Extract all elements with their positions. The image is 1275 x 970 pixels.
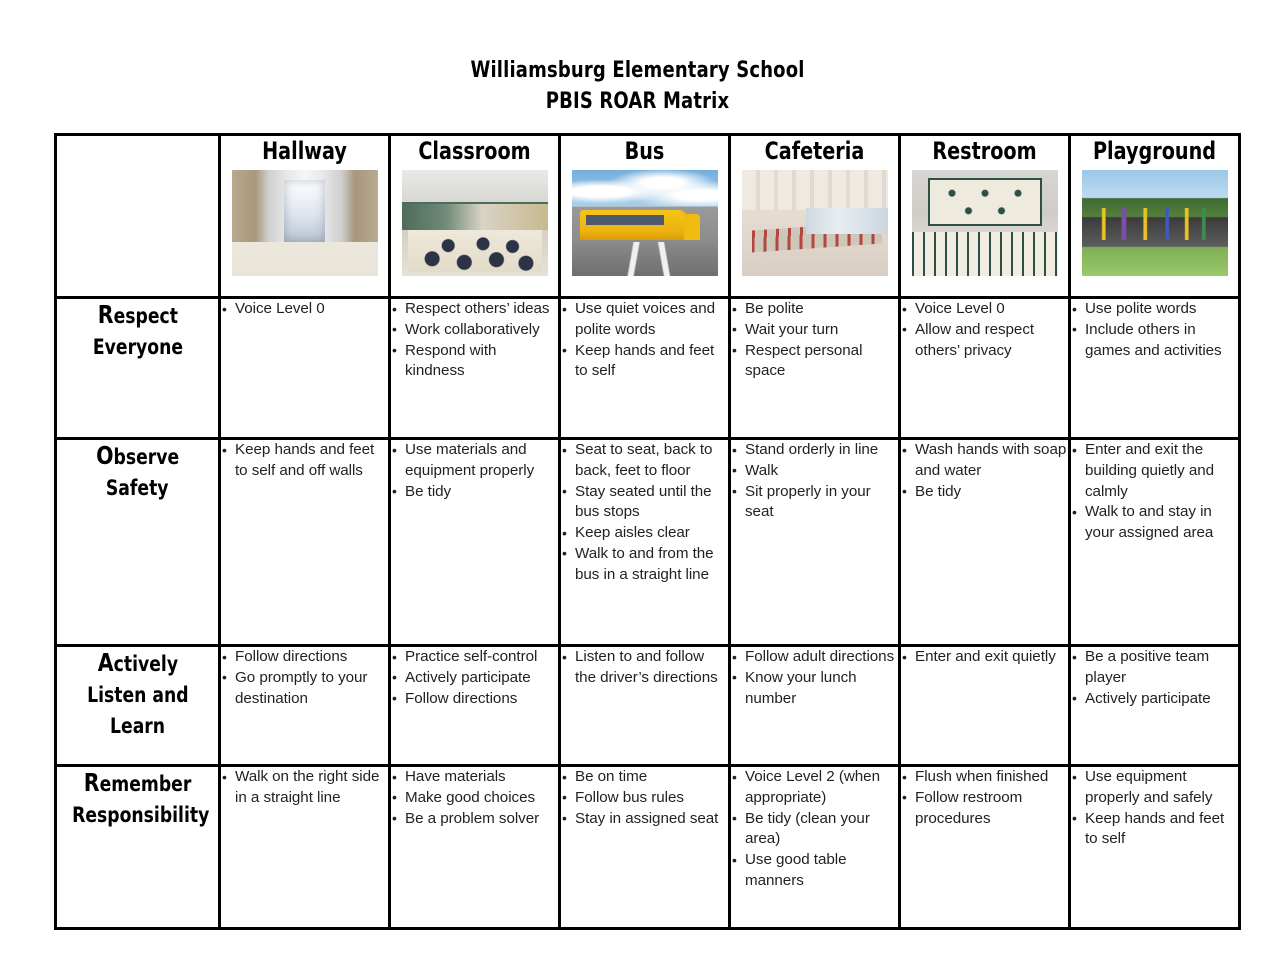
list-item: • Respect personal space xyxy=(731,341,898,383)
row-label-rest: emember xyxy=(99,772,192,796)
page-title: PBIS ROAR Matrix xyxy=(545,88,730,114)
matrix-cell xyxy=(560,298,730,439)
expectation-list xyxy=(561,440,728,586)
matrix-cell xyxy=(220,439,390,646)
row-label-initial: R xyxy=(97,300,114,329)
matrix-row-label-r0 xyxy=(56,298,220,439)
list-item: • Use quiet voices and polite words xyxy=(561,299,728,341)
expectation-list xyxy=(901,767,1068,829)
list-item: • Walk xyxy=(731,461,898,482)
matrix-corner-cell xyxy=(56,135,220,298)
list-item: • Be on time xyxy=(561,767,728,788)
list-item: • Be tidy xyxy=(901,482,1068,503)
cafeteria-tables xyxy=(752,221,882,252)
row-label-line-2: Safety xyxy=(106,476,169,500)
row-label-initial: A xyxy=(97,648,114,677)
list-item: • Follow restroom procedures xyxy=(901,788,1068,830)
list-item: • Respond with kindness xyxy=(391,341,558,383)
cafeteria-photo xyxy=(742,170,888,276)
list-item: • Voice Level 2 (when appropriate) xyxy=(731,767,898,809)
list-item: • Walk to and from the bus in a straight line xyxy=(561,544,728,586)
expectation-list xyxy=(561,647,728,689)
list-item: • Be tidy xyxy=(391,482,558,503)
list-item: • Make good choices xyxy=(391,788,558,809)
school-hallway-photo xyxy=(232,170,378,276)
matrix-column-header-classroom xyxy=(390,135,560,298)
matrix-cell xyxy=(390,298,560,439)
list-item: • Practice self-control xyxy=(391,647,558,668)
expectation-list xyxy=(561,767,728,829)
list-item: • Have materials xyxy=(391,767,558,788)
matrix-column-header-restroom xyxy=(900,135,1070,298)
list-item: • Be polite xyxy=(731,299,898,320)
list-item: • Flush when finished xyxy=(901,767,1068,788)
expectation-list xyxy=(731,440,898,523)
column-header-label: Bus xyxy=(624,137,665,165)
expectation-list xyxy=(221,440,388,482)
expectation-list xyxy=(221,299,388,320)
list-item: • Go promptly to your destination xyxy=(221,668,388,710)
list-item: • Wash hands with soap and water xyxy=(901,440,1068,482)
matrix-cell xyxy=(390,439,560,646)
list-item: • Use equipment properly and safely xyxy=(1071,767,1238,809)
expectation-list xyxy=(221,767,388,809)
matrix-row-label-a2 xyxy=(56,646,220,766)
classroom-photo xyxy=(402,170,548,276)
row-label-rest: espect xyxy=(113,304,178,328)
matrix-column-header-bus xyxy=(560,135,730,298)
matrix-cell xyxy=(390,646,560,766)
matrix-column-header-playground xyxy=(1070,135,1240,298)
playground-equipment xyxy=(1094,208,1216,240)
bus-body xyxy=(580,210,684,240)
expectation-list xyxy=(391,767,558,829)
matrix-cell xyxy=(1070,766,1240,929)
list-item: • Voice Level 0 xyxy=(221,299,388,320)
matrix-column-header-hallway xyxy=(220,135,390,298)
list-item: • Stay seated until the bus stops xyxy=(561,482,728,524)
list-item: • Keep hands and feet to self and off walls xyxy=(221,440,388,482)
list-item: • Be a problem solver xyxy=(391,809,558,830)
list-item: • Work collaboratively xyxy=(391,320,558,341)
list-item: • Stand orderly in line xyxy=(731,440,898,461)
matrix-row-label-o1 xyxy=(56,439,220,646)
matrix-cell xyxy=(390,766,560,929)
expectation-list xyxy=(1071,647,1238,709)
list-item: • Enter and exit the building quietly and calmly xyxy=(1071,440,1238,502)
list-item: • Keep hands and feet to self xyxy=(1071,809,1238,851)
row-label-line-2: Everyone xyxy=(92,335,183,359)
list-item: • Use polite words xyxy=(1071,299,1238,320)
list-item: • Walk on the right side in a straight line xyxy=(221,767,388,809)
list-item: • Allow and respect others’ privacy xyxy=(901,320,1068,362)
expectation-list xyxy=(731,647,898,709)
matrix-cell xyxy=(220,766,390,929)
matrix-cell xyxy=(900,439,1070,646)
list-item: • Actively participate xyxy=(391,668,558,689)
document-title-block xyxy=(0,0,1275,117)
expectation-list xyxy=(901,299,1068,361)
list-item: • Respect others’ ideas xyxy=(391,299,558,320)
row-label-line-2: Responsibility xyxy=(72,803,210,827)
matrix-cell xyxy=(220,298,390,439)
restroom-photo xyxy=(912,170,1058,276)
list-item: • Seat to seat, back to back, feet to floor xyxy=(561,440,728,482)
school-name: Williamsburg Elementary School xyxy=(470,57,805,83)
list-item: • Sit properly in your seat xyxy=(731,482,898,524)
school-bus-photo xyxy=(572,170,718,276)
list-item: • Wait your turn xyxy=(731,320,898,341)
expectation-list xyxy=(1071,299,1238,361)
matrix-cell xyxy=(900,298,1070,439)
matrix-cell xyxy=(560,439,730,646)
list-item: • Follow directions xyxy=(221,647,388,668)
matrix-container xyxy=(54,133,1234,930)
matrix-cell xyxy=(220,646,390,766)
list-item: • Include others in games and activities xyxy=(1071,320,1238,362)
bus-road xyxy=(572,242,718,276)
row-label-initial: R xyxy=(83,768,100,797)
matrix-cell xyxy=(900,646,1070,766)
expectation-list xyxy=(1071,767,1238,850)
matrix-column-header-cafeteria xyxy=(730,135,900,298)
matrix-cell xyxy=(730,646,900,766)
row-label-line-1 xyxy=(96,440,179,473)
expectation-list xyxy=(901,440,1068,502)
list-item: • Be a positive team player xyxy=(1071,647,1238,689)
list-item: • Listen to and follow the driver’s directions xyxy=(561,647,728,689)
list-item: • Use good table manners xyxy=(731,850,898,892)
row-label-rest: ctively xyxy=(113,652,178,676)
matrix-cell xyxy=(730,298,900,439)
column-header-label: Cafeteria xyxy=(764,137,865,165)
expectation-list xyxy=(1071,440,1238,544)
row-label-initial: O xyxy=(95,441,114,470)
list-item: • Be tidy (clean your area) xyxy=(731,809,898,851)
matrix-cell xyxy=(1070,439,1240,646)
expectation-list xyxy=(731,299,898,382)
row-label-line-1 xyxy=(84,767,192,800)
matrix-cell xyxy=(1070,298,1240,439)
expectation-list xyxy=(731,767,898,892)
matrix-cell xyxy=(1070,646,1240,766)
matrix-cell xyxy=(900,766,1070,929)
list-item: • Use materials and equipment properly xyxy=(391,440,558,482)
column-header-label: Playground xyxy=(1092,137,1217,165)
matrix-row-label-r3 xyxy=(56,766,220,929)
column-header-label: Restroom xyxy=(932,137,1037,165)
row-label-line-2: Listen and xyxy=(86,683,189,707)
list-item: • Keep hands and feet to self xyxy=(561,341,728,383)
row-label-rest: bserve xyxy=(113,445,180,469)
playground-photo xyxy=(1082,170,1228,276)
matrix-row xyxy=(56,766,1240,929)
list-item: • Enter and exit quietly xyxy=(901,647,1068,668)
row-label-line-1 xyxy=(97,647,177,680)
list-item: • Keep aisles clear xyxy=(561,523,728,544)
classroom-desks xyxy=(408,228,542,272)
expectation-list xyxy=(391,647,558,709)
list-item: • Walk to and stay in your assigned area xyxy=(1071,502,1238,544)
matrix-cell xyxy=(560,766,730,929)
expectation-list xyxy=(391,440,558,502)
pbis-roar-matrix-table xyxy=(54,133,1241,930)
list-item: • Follow adult directions xyxy=(731,647,898,668)
list-item: • Know your lunch number xyxy=(731,668,898,710)
list-item: • Voice Level 0 xyxy=(901,299,1068,320)
expectation-list xyxy=(221,647,388,709)
matrix-row xyxy=(56,298,1240,439)
matrix-row xyxy=(56,439,1240,646)
list-item: • Stay in assigned seat xyxy=(561,809,728,830)
matrix-cell xyxy=(730,439,900,646)
list-item: • Follow bus rules xyxy=(561,788,728,809)
column-header-label: Classroom xyxy=(418,137,531,165)
expectation-list xyxy=(901,647,1068,668)
column-header-label: Hallway xyxy=(262,137,347,165)
matrix-cell xyxy=(730,766,900,929)
expectation-list xyxy=(391,299,558,382)
matrix-row xyxy=(56,646,1240,766)
row-label-line-1 xyxy=(97,299,177,332)
matrix-cell xyxy=(560,646,730,766)
list-item: • Follow directions xyxy=(391,689,558,710)
list-item: • Actively participate xyxy=(1071,689,1238,710)
expectation-list xyxy=(561,299,728,382)
row-label-line-3: Learn xyxy=(109,714,166,738)
matrix-header-row xyxy=(56,135,1240,298)
